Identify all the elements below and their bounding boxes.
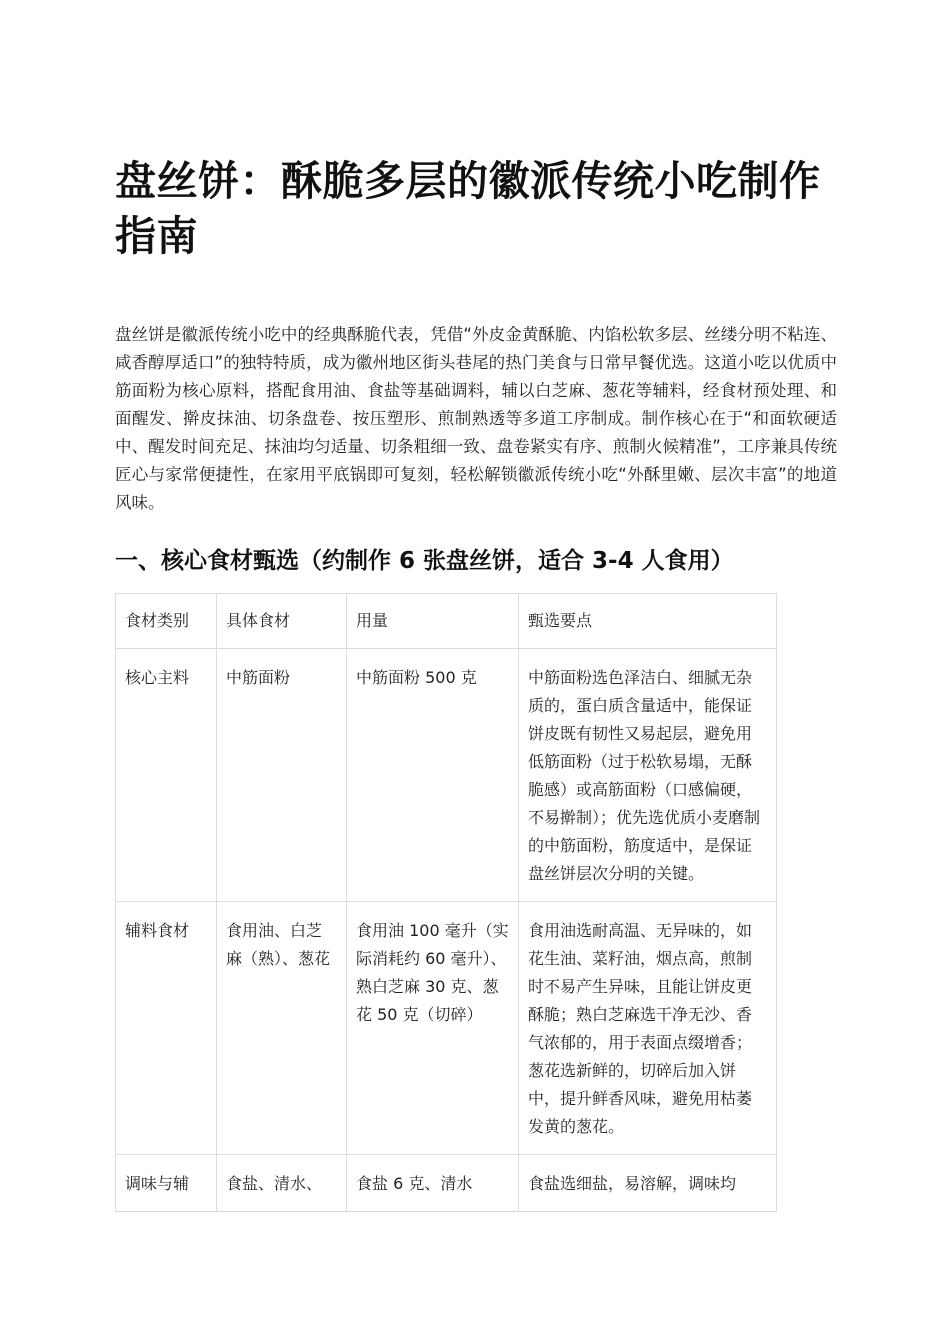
column-header-tips: 甄选要点: [519, 594, 777, 649]
table-row: [116, 649, 777, 902]
cell-amount: 食用油 100 毫升（实际消耗约 60 毫升）、熟白芝麻 30 克、葱花 50 克（切碎）: [347, 902, 519, 1155]
cell-category: 调味与辅: [116, 1155, 217, 1212]
ingredients-table-wrapper: [115, 593, 777, 1215]
table-row: [116, 1155, 777, 1212]
column-header-category: 食材类别: [116, 594, 217, 649]
cell-amount: 中筋面粉 500 克: [347, 649, 519, 902]
table-row: [116, 902, 777, 1155]
cell-ingredient: 食盐、清水、: [217, 1155, 347, 1212]
cell-tips: 食盐选细盐，易溶解，调味均: [519, 1155, 777, 1212]
cell-amount: 食盐 6 克、清水: [347, 1155, 519, 1212]
cell-ingredient: 中筋面粉: [217, 649, 347, 902]
cell-category: 核心主料: [116, 649, 217, 902]
cell-tips: 中筋面粉选色泽洁白、细腻无杂质的，蛋白质含量适中，能保证饼皮既有韧性又易起层，避免用低筋面粉（过于松软易塌，无酥脆感）或高筋面粉（口感偏硬，不易擀制）；优先选优质小麦磨制的中筋面粉，筋度适中，是保证盘丝饼层次分明的关键。: [519, 649, 777, 902]
cell-ingredient: 食用油、白芝麻（熟）、葱花: [217, 902, 347, 1155]
section-heading-ingredients: 一、核心食材甄选（约制作 6 张盘丝饼，适合 3-4 人食用）: [115, 548, 734, 574]
intro-paragraph: 盘丝饼是徽派传统小吃中的经典酥脆代表，凭借“外皮金黄酥脆、内馅松软多层、丝缕分明不粘连、咸香醇厚适口”的独特特质，成为徽州地区街头巷尾的热门美食与日常早餐优选。这道小吃以优质中筋面粉为核心原料，搭配食用油、食盐等基础调料，辅以白芝麻、葱花等辅料，经食材预处理、和面醒发、擀皮抹油、切条盘卷、按压塑形、煎制熟透等多道工序制成。制作核心在于“和面软硬适中、醒发时间充足、抹油均匀适量、切条粗细一致、盘卷紧实有序、煎制火候精准”，工序兼具传统匠心与家常便捷性，在家用平底锅即可复刻，轻松解锁徽派传统小吃“外酥里嫩、层次丰富”的地道风味。: [115, 325, 837, 512]
column-header-amount: 用量: [347, 594, 519, 649]
page-title: 盘丝饼：酥脆多层的徽派传统小吃制作指南: [115, 157, 821, 260]
cell-tips: 食用油选耐高温、无异味的，如花生油、菜籽油，烟点高，煎制时不易产生异味，且能让饼皮更酥脆；熟白芝麻选干净无沙、香气浓郁的，用于表面点缀增香；葱花选新鲜的，切碎后加入饼中，提升鲜香风味，避免用枯萎发黄的葱花。: [519, 902, 777, 1155]
column-header-ingredient: 具体食材: [217, 594, 347, 649]
ingredients-table: [115, 593, 777, 1212]
table-header-row: [116, 594, 777, 649]
cell-category: 辅料食材: [116, 902, 217, 1155]
